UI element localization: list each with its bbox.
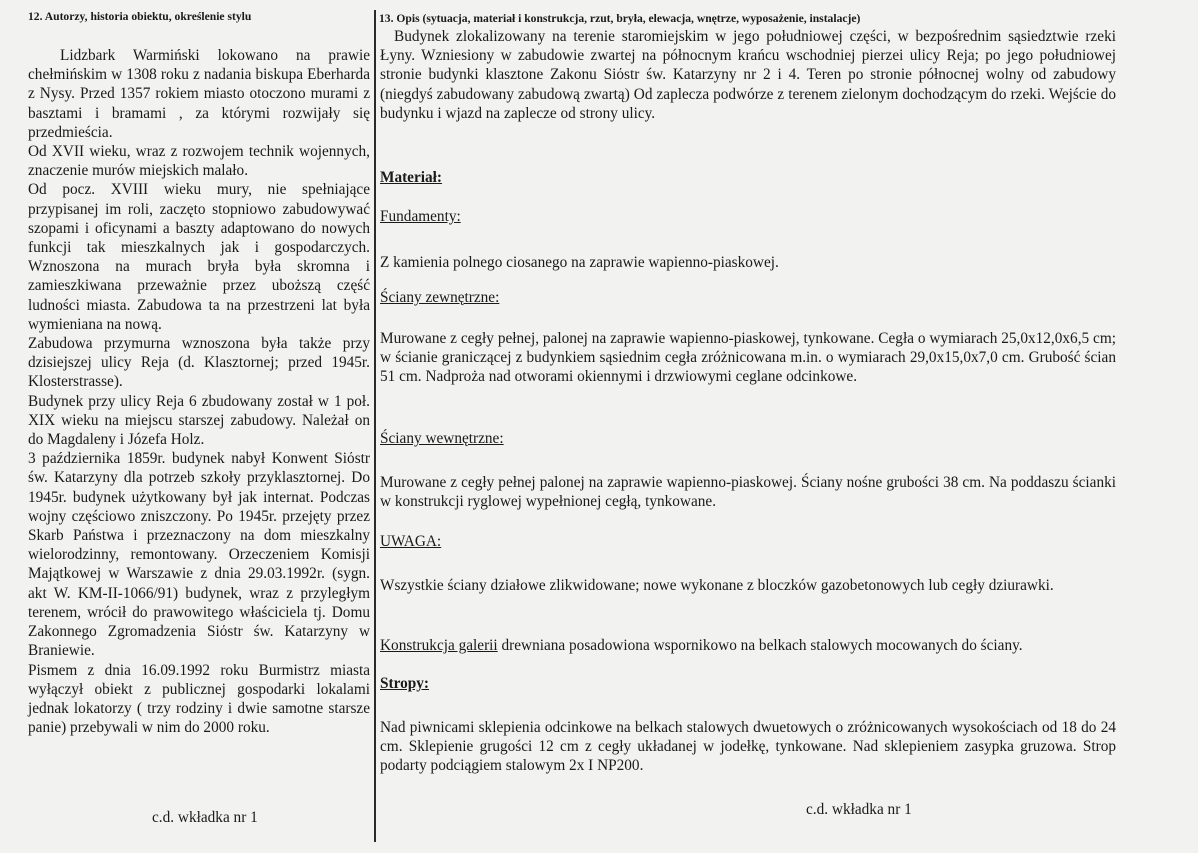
interior-walls-text: Murowane z cegły pełnej palonej na zaprawie wapienno-piaskowej. Ściany nośne grubości 38 cm. Na poddaszu ścianki w konstrukcji ryglowej wypełnionej cegłą, tynkowane. xyxy=(380,474,1116,511)
history-section xyxy=(28,10,370,737)
history-body xyxy=(28,46,370,737)
gallery-label: Konstrukcja galerii xyxy=(380,637,498,654)
description-continuation-note: c.d. wkładka nr 1 xyxy=(806,801,912,818)
exterior-walls-label: Ściany zewnętrzne: xyxy=(380,289,500,306)
history-continuation-note: c.d. wkładka nr 1 xyxy=(152,809,258,826)
description-intro: Budynek zlokalizowany na terenie staromiejskim w jego południowej części, w bezpośrednim sąsiedztwie rzeki Łyny. Wzniesiony w zabudowie zwartej na północnym krańcu wschodniej pierzei ulicy Reja; po jego południowej stronie budynki klasztone Zakonu Siόstr św. Katarzyny nr 2 i 4. Teren po stronie północnej wolny od zabudowy (niegdyś zabudowany zabudową zwartą) Od zaplecza podwórze z terenem zielonym dochodzącym do rzeki. Wejście do budynku i wjazd na zaplecze od strony ulicy. xyxy=(380,28,1116,122)
interior-walls-label: Ściany wewnętrzne: xyxy=(380,430,504,447)
ext-walls-text-wrap xyxy=(380,329,1116,387)
history-section-title: 12. Autorzy, historia obiektu, określenie stylu xyxy=(28,10,252,23)
int-walls-label-wrap xyxy=(380,429,1116,448)
description-section xyxy=(380,12,1116,123)
history-paragraph: Lidzbark Warmiński lokowano na prawie chełmińskim w 1308 roku z nadania biskupa Eberharda z Nysy. Przed 1357 rokiem miasto otoczono murami z basztami i bramami , za którymi rozwijały się przedmieścia. xyxy=(28,47,370,141)
gallery-wrap xyxy=(380,636,1116,655)
material-heading-wrap xyxy=(380,168,1116,187)
history-paragraph: Pismem z dnia 16.09.1992 roku Burmistrz miasta wyłączył obiekt z publicznej gospodarki lokalami jednak lokatorzy ( trzy rodziny i dwie samotne starsze panie) przebywali w nim do 2000 roku. xyxy=(28,661,370,737)
note-text: Wszystkie ściany działowe zlikwidowane; nowe wykonane z bloczków gazobetonowych lub cegły dziurawki. xyxy=(380,577,1054,594)
note-label-wrap xyxy=(380,532,1116,551)
foundations-text-wrap xyxy=(380,253,1116,272)
history-paragraph: Od XVII wieku, wraz z rozwojem technik wojennych, znaczenie murów miejskich malało. xyxy=(28,143,370,180)
ceilings-heading: Stropy: xyxy=(380,675,430,692)
history-paragraph: 3 października 1859r. budynek nabył Konwent Siόstr św. Katarzyny dla potrzeb szkoły przyklasztornej. Do 1945r. budynek użytkowany był jak internat. Podczas wojny częściowo zniszczony. Po 1945r. przejęty przez Skarb Państwa i przeznaczony na dom mieszkalny wielorodzinny, remontowany. Orzeczeniem Komisji Majątkowej w Warszawie z dnia 29.03.1992r. (sygn. akt W. KM-II-1066/91) budynek, wraz z przyległym terenem, wrócił do prawowitego właściciela tj. Domu Zakonnego Zgromadzenia Siόstr św. Katarzyny w Braniewie. xyxy=(28,450,370,660)
gallery-text: drewniana posadowiona wspornikowo na belkach stalowych mocowanych do ściany. xyxy=(497,637,1023,654)
gallery-paragraph xyxy=(380,636,1116,655)
history-paragraph: Zabudowa przymurna wznoszona była także przy dzisiejszej ulicy Reja (d. Klasztornej; przed 1945r. Klosterstrasse). xyxy=(28,335,370,391)
history-paragraph: Budynek przy ulicy Reja 6 zbudowany został w 1 poł. XIX wieku na miejscu starszej zabudowy. Należał on do Magdaleny i Józefa Holz. xyxy=(28,392,370,449)
exterior-walls-text: Murowane z cegły pełnej, palonej na zaprawie wapienno-piaskowej, tynkowane. Cegła o wymiarach 25,0x12,0x6,5 cm; w ścianie graniczącej z budynkiem sąsiednim cegła zróżnicowana m.in. o wymiarach 29,0x15,0x7,0 cm. Grubość ścian 51 cm. Nadproża nad otworami okiennymi i drzwiowymi ceglane odcinkowe. xyxy=(380,330,1116,386)
foundations-label: Fundamenty: xyxy=(380,208,461,225)
ceilings-heading-wrap xyxy=(380,674,1116,693)
ceilings-text: Nad piwnicami sklepienia odcinkowe na belkach stalowych dwuetowych o zróżnicowanych wysokościach od 18 do 24 cm. Sklepienie grugości 12 cm z cegły układanej w jodełkę, tynkowane. Nad sklepieniem zasypka gruzowa. Strop podarty podciągiem stalowym 2x I NP200. xyxy=(380,719,1116,775)
history-paragraph: Od pocz. XVIII wieku mury, nie spełniające przypisanej im roli, zaczęto stopniowo zabudowywać szopami i oficynami a baszty adaptowano do nowych funkcji tak mieszkalnych jak i gospodarczych. Wznoszona na murach bryła była skromna i zamieszkiwana przeważnie przez uboższą część ludności miasta. Zabudowa ta na przestrzeni lat była wymieniana na nową. xyxy=(28,181,370,333)
note-text-wrap xyxy=(380,576,1116,595)
column-divider xyxy=(374,10,376,842)
material-heading: Materiał: xyxy=(380,169,443,186)
int-walls-text-wrap xyxy=(380,473,1116,511)
ext-walls-label-wrap xyxy=(380,288,1116,307)
description-section-title: 13. Opis (sytuacja, materiał i konstrukcja, rzut, bryła, elewacja, wnętrze, wyposażenie, instalacje) xyxy=(379,12,861,25)
foundations-text: Z kamienia polnego ciosanego na zaprawie wapienno-piaskowej. xyxy=(380,254,779,271)
ceilings-text-wrap xyxy=(380,718,1116,776)
foundations-label-wrap xyxy=(380,207,1116,226)
note-label: UWAGA: xyxy=(380,533,442,550)
